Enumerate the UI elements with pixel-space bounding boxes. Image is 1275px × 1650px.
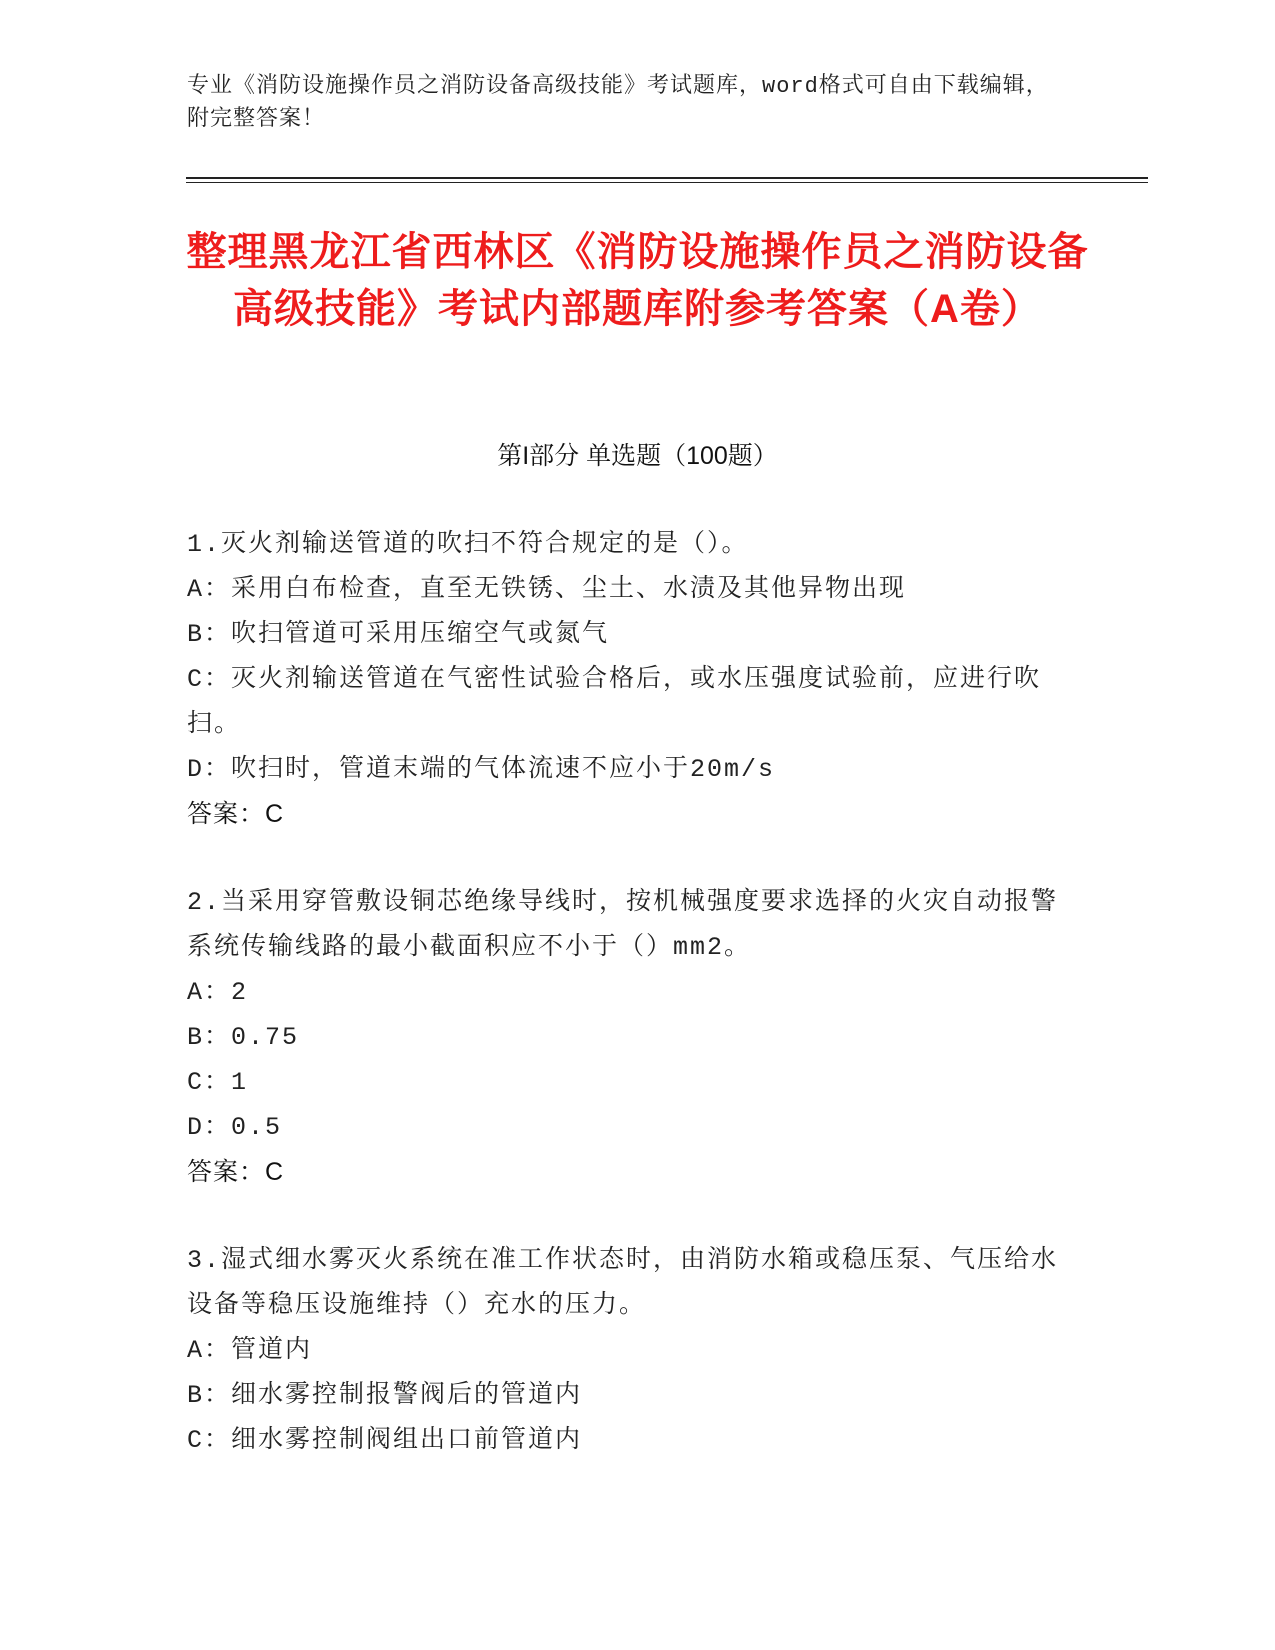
question-3 [187, 1238, 1077, 1463]
option-c: C：细水雾控制阀组出口前管道内 [187, 1426, 583, 1455]
question-list [187, 522, 1077, 1506]
header-divider-thin [186, 182, 1148, 183]
question-1 [187, 522, 1077, 837]
option-c: C：灭火剂输送管道在气密性试验合格后，或水压强度试验前，应进行吹扫。 [187, 665, 1042, 739]
option-b: B：吹扫管道可采用压缩空气或氮气 [187, 620, 610, 649]
answer: 答案：C [187, 1158, 285, 1186]
question-stem: 3.湿式细水雾灭火系统在准工作状态时，由消防水箱或稳压泵、气压给水设备等稳压设施维持（）充水的压力。 [187, 1246, 1059, 1320]
document-title: 整理黑龙江省西林区《消防设施操作员之消防设备高级技能》考试内部题库附参考答案（A卷） [186, 230, 1089, 331]
option-d: D：0.5 [187, 1113, 283, 1142]
option-c: C：1 [187, 1068, 249, 1097]
question-stem: 1.灭火剂输送管道的吹扫不符合规定的是（）。 [187, 530, 749, 559]
option-a: A：管道内 [187, 1336, 313, 1365]
option-a: A：采用白布检查，直至无铁锈、尘土、水渍及其他异物出现 [187, 575, 907, 604]
section-title: 第I部分 单选题（100题） [497, 442, 778, 470]
question-stem: 2.当采用穿管敷设铜芯绝缘导线时，按机械强度要求选择的火灾自动报警系统传输线路的最小截面积应不小于（）mm2。 [187, 888, 1059, 962]
option-b: B：细水雾控制报警阀后的管道内 [187, 1381, 583, 1410]
question-2 [187, 880, 1077, 1195]
option-b: B：0.75 [187, 1023, 300, 1052]
option-d: D：吹扫时，管道末端的气体流速不应小于20m/s [187, 755, 776, 784]
option-a: A：2 [187, 978, 249, 1007]
header-note: 专业《消防设施操作员之消防设备高级技能》考试题库，word格式可自由下载编辑，附完整答案！ [187, 74, 1049, 132]
header-divider [186, 177, 1148, 179]
answer: 答案：C [187, 800, 285, 828]
